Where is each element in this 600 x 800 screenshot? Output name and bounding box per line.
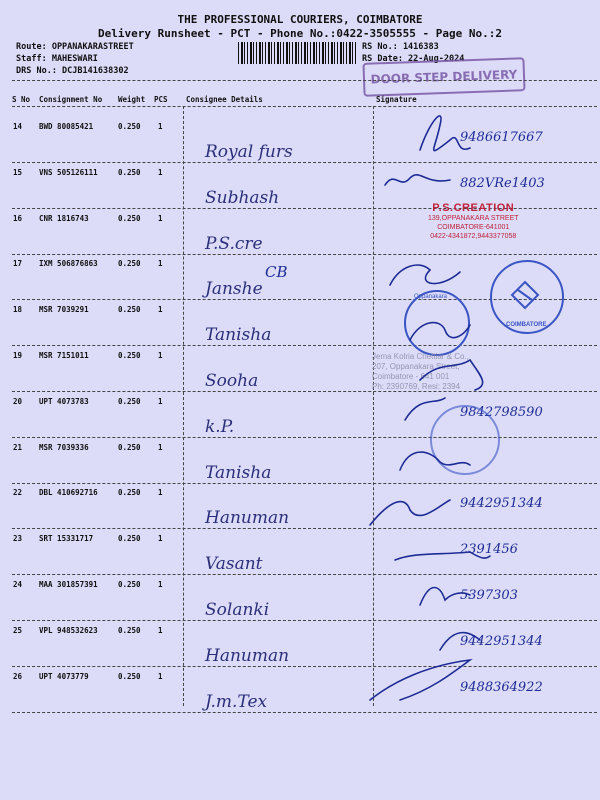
consignee-handwriting: Tanisha bbox=[205, 463, 272, 483]
row-weight: 0.250 bbox=[118, 534, 141, 543]
staff-label: Staff: MAHESWARI bbox=[16, 54, 98, 64]
signature-note: CB bbox=[265, 263, 288, 281]
header-divider-bottom bbox=[12, 106, 597, 107]
consignee-handwriting: Hanuman bbox=[205, 508, 290, 528]
consignee-column-divider bbox=[183, 106, 184, 706]
row-divider bbox=[12, 620, 597, 621]
row-pcs: 1 bbox=[158, 488, 163, 497]
consignee-handwriting: Subhash bbox=[205, 188, 280, 208]
consignee-handwriting: Royal furs bbox=[205, 142, 293, 162]
stamp-line: 0422-4341872,9443377058 bbox=[430, 233, 517, 240]
drs-number: DRS No.: DCJB141638302 bbox=[16, 66, 129, 76]
row-pcs: 1 bbox=[158, 672, 163, 681]
col-consignee: Consignee Details bbox=[186, 95, 263, 104]
row-pcs: 1 bbox=[158, 626, 163, 635]
row-pcs: 1 bbox=[158, 214, 163, 223]
row-weight: 0.250 bbox=[118, 397, 141, 406]
row-consignment: VPL 948532623 bbox=[39, 626, 98, 635]
col-weight: Weight bbox=[118, 95, 146, 104]
row-consignment: IXM 506876863 bbox=[39, 259, 98, 268]
row-sno: 17 bbox=[13, 259, 23, 268]
row-weight: 0.250 bbox=[118, 259, 141, 268]
row-divider bbox=[12, 528, 597, 529]
consignee-handwriting: Tanisha bbox=[205, 325, 272, 345]
signature-column-divider bbox=[373, 106, 374, 706]
row-consignment: CNR 1816743 bbox=[39, 214, 89, 223]
consignee-handwriting: k.P. bbox=[205, 417, 235, 437]
signature-22 bbox=[370, 500, 450, 525]
stamp-line: 139,OPPANAKARA STREET bbox=[428, 215, 519, 222]
signature-note: 9442951344 bbox=[460, 634, 543, 649]
merchant-line: Coimbatore - 641 001 bbox=[372, 372, 450, 381]
row-consignment: DBL 410692716 bbox=[39, 488, 98, 497]
row-sno: 19 bbox=[13, 351, 23, 360]
signature-note: 9842798590 bbox=[460, 405, 543, 420]
row-pcs: 1 bbox=[158, 168, 163, 177]
row-consignment: UPT 4073779 bbox=[39, 672, 89, 681]
signature-note: 9486617667 bbox=[460, 130, 543, 145]
row-sno: 24 bbox=[13, 580, 23, 589]
door-delivery-stamp: DOOR STEP DELIVERY bbox=[362, 57, 525, 97]
col-signature: Signature bbox=[376, 95, 417, 104]
row-sno: 16 bbox=[13, 214, 23, 223]
row-pcs: 1 bbox=[158, 397, 163, 406]
row-consignment: MSR 7039291 bbox=[39, 305, 89, 314]
header-divider-top bbox=[12, 80, 597, 81]
row-divider bbox=[12, 712, 597, 713]
signature-note: 9442951344 bbox=[460, 496, 543, 511]
row-weight: 0.250 bbox=[118, 626, 141, 635]
row-pcs: 1 bbox=[158, 580, 163, 589]
row-weight: 0.250 bbox=[118, 122, 141, 131]
barcode bbox=[238, 42, 356, 64]
row-divider bbox=[12, 666, 597, 667]
row-divider bbox=[12, 162, 597, 163]
col-sno: S No bbox=[12, 95, 31, 104]
row-weight: 0.250 bbox=[118, 305, 141, 314]
rs-date: RS Date: 22-Aug-2024 bbox=[362, 54, 465, 64]
row-weight: 0.250 bbox=[118, 580, 141, 589]
merchant-line: Ph: 2390769, Resi: 2394 bbox=[372, 382, 461, 391]
signature-note: 2391456 bbox=[460, 542, 518, 557]
row-weight: 0.250 bbox=[118, 168, 141, 177]
row-divider bbox=[12, 345, 597, 346]
row-divider bbox=[12, 483, 597, 484]
row-sno: 21 bbox=[13, 443, 23, 452]
row-pcs: 1 bbox=[158, 305, 163, 314]
consignee-handwriting: J.m.Tex bbox=[205, 692, 268, 712]
round-stamp-faint bbox=[430, 405, 500, 475]
signature-note: 9488364922 bbox=[460, 680, 543, 695]
row-pcs: 1 bbox=[158, 534, 163, 543]
company-title: THE PROFESSIONAL COURIERS, COIMBATORE bbox=[177, 13, 423, 26]
merchant-stamp bbox=[372, 352, 469, 392]
row-weight: 0.250 bbox=[118, 351, 141, 360]
signature-note: 882VRe1403 bbox=[460, 176, 545, 191]
row-consignment: MSR 7151011 bbox=[39, 351, 89, 360]
row-sno: 20 bbox=[13, 397, 23, 406]
round-stamp-text: COIMBATORE bbox=[506, 322, 547, 328]
courier-logo-icon bbox=[490, 260, 560, 330]
col-consignment: Consignment No bbox=[39, 95, 103, 104]
row-consignment: MAA 301857391 bbox=[39, 580, 98, 589]
consignee-handwriting: Vasant bbox=[205, 554, 263, 574]
row-divider bbox=[12, 574, 597, 575]
stamp-line: COIMBATORE-641001 bbox=[437, 224, 510, 231]
consignee-handwriting: Solanki bbox=[205, 600, 270, 620]
row-sno: 23 bbox=[13, 534, 23, 543]
col-pcs: PCS bbox=[154, 95, 168, 104]
row-weight: 0.250 bbox=[118, 443, 141, 452]
round-stamp-oppanakara bbox=[404, 290, 470, 356]
row-consignment: UPT 4073783 bbox=[39, 397, 89, 406]
row-pcs: 1 bbox=[158, 259, 163, 268]
runsheet-subtitle: Delivery Runsheet - PCT - Phone No.:0422-3505555 - Page No.:2 bbox=[98, 27, 502, 40]
row-pcs: 1 bbox=[158, 443, 163, 452]
row-consignment: SRT 15331717 bbox=[39, 534, 94, 543]
row-consignment: MSR 7039336 bbox=[39, 443, 89, 452]
row-consignment: BWD 80085421 bbox=[39, 122, 94, 131]
consignee-handwriting: Janshe bbox=[205, 279, 263, 299]
ps-creation-stamp bbox=[428, 202, 519, 241]
row-consignment: VNS 505126111 bbox=[39, 168, 98, 177]
row-sno: 25 bbox=[13, 626, 23, 635]
round-stamp-label: Oppanakara bbox=[414, 294, 448, 300]
row-pcs: 1 bbox=[158, 351, 163, 360]
row-divider bbox=[12, 437, 597, 438]
row-weight: 0.250 bbox=[118, 488, 141, 497]
signature-17 bbox=[390, 265, 460, 285]
row-divider bbox=[12, 254, 597, 255]
row-weight: 0.250 bbox=[118, 214, 141, 223]
signature-note: 5397303 bbox=[460, 588, 518, 603]
rs-number: RS No.: 1416383 bbox=[362, 42, 439, 52]
row-divider bbox=[12, 391, 597, 392]
row-pcs: 1 bbox=[158, 122, 163, 131]
row-sno: 18 bbox=[13, 305, 23, 314]
route-label: Route: OPPANAKARASTREET bbox=[16, 42, 134, 52]
row-sno: 14 bbox=[13, 122, 23, 131]
consignee-handwriting: P.S.cre bbox=[205, 234, 263, 254]
row-sno: 15 bbox=[13, 168, 23, 177]
merchant-line: Jema Kolria Chettiar & Co., bbox=[372, 352, 469, 361]
row-sno: 26 bbox=[13, 672, 23, 681]
stamp-title: P.S.CREATION bbox=[432, 202, 515, 214]
merchant-line: 207, Oppanakara Street, bbox=[372, 362, 460, 371]
signature-15 bbox=[385, 175, 450, 185]
consignee-handwriting: Hanuman bbox=[205, 646, 290, 666]
round-stamp-coimbatore bbox=[490, 260, 564, 334]
row-sno: 22 bbox=[13, 488, 23, 497]
row-weight: 0.250 bbox=[118, 672, 141, 681]
consignee-handwriting: Sooha bbox=[205, 371, 259, 391]
